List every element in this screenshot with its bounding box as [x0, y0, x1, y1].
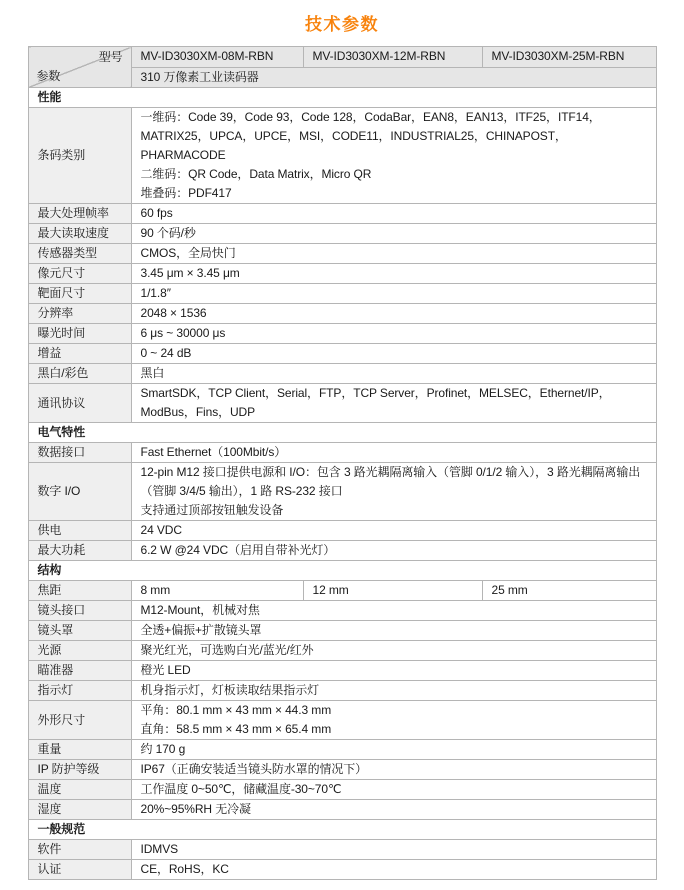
- spec-label: 认证: [28, 860, 131, 880]
- spec-label: 重量: [28, 740, 131, 760]
- spec-value: [131, 840, 656, 860]
- spec-value: [131, 521, 656, 541]
- spec-label: 指示灯: [28, 681, 131, 701]
- spec-label: IP 防护等级: [28, 760, 131, 780]
- product-family: 310 万像素工业读码器: [131, 67, 656, 88]
- spec-label: 最大处理帧率: [28, 204, 131, 224]
- spec-value: [131, 204, 656, 224]
- model-name: MV-ID3030XM-08M-RBN: [131, 47, 303, 68]
- spec-value: [131, 264, 656, 284]
- spec-value-line: 黑白: [140, 366, 165, 380]
- spec-row: [28, 304, 656, 324]
- spec-value: [131, 224, 656, 244]
- spec-value: [131, 344, 656, 364]
- spec-value: [131, 701, 656, 740]
- spec-value-line: M12-Mount，机械对焦: [140, 603, 260, 617]
- spec-value: [131, 681, 656, 701]
- spec-row: [28, 284, 656, 304]
- section-row: [28, 88, 656, 108]
- spec-row: [28, 324, 656, 344]
- spec-row: [28, 681, 656, 701]
- spec-label: 供电: [28, 521, 131, 541]
- spec-value: [131, 284, 656, 304]
- spec-row: [28, 384, 656, 423]
- spec-row: [28, 108, 656, 204]
- model-name: MV-ID3030XM-12M-RBN: [303, 47, 482, 68]
- spec-label: 条码类别: [28, 108, 131, 204]
- spec-label: 通讯协议: [28, 384, 131, 423]
- spec-label: 靶面尺寸: [28, 284, 131, 304]
- spec-row: [28, 760, 656, 780]
- spec-value: [131, 364, 656, 384]
- spec-label: 镜头罩: [28, 621, 131, 641]
- spec-value-line: 聚光红光，可选购白光/蓝光/红外: [140, 643, 314, 657]
- spec-value-line: 工作温度 0~50℃，储藏温度-30~70℃: [140, 782, 342, 796]
- spec-label: 温度: [28, 780, 131, 800]
- spec-value-line: 全透+偏振+扩散镜头罩: [140, 623, 262, 637]
- spec-value: 25 mm: [482, 581, 656, 601]
- spec-value-line: 0 ~ 24 dB: [140, 346, 192, 360]
- spec-value: [131, 641, 656, 661]
- spec-label: 镜头接口: [28, 601, 131, 621]
- section-row: [28, 820, 656, 840]
- spec-value-line: CMOS，全局快门: [140, 246, 236, 260]
- spec-table: [28, 46, 657, 880]
- section-title: 电气特性: [28, 423, 656, 443]
- spec-value-line: 直角：58.5 mm × 43 mm × 65.4 mm: [140, 722, 332, 736]
- spec-value: [131, 244, 656, 264]
- spec-value-line: 24 VDC: [140, 523, 182, 537]
- spec-row: [28, 204, 656, 224]
- spec-label: 像元尺寸: [28, 264, 131, 284]
- spec-value-line: 2048 × 1536: [140, 306, 207, 320]
- spec-label: 最大读取速度: [28, 224, 131, 244]
- spec-value-line: IDMVS: [140, 842, 179, 856]
- spec-value-line: 6.2 W @24 VDC（启用自带补光灯）: [140, 543, 336, 557]
- spec-value-line: 橙光 LED: [140, 663, 191, 677]
- spec-value-line: 二维码：QR Code，Data Matrix，Micro QR: [140, 167, 372, 181]
- spec-value-line: 支持通过顶部按钮触发设备: [140, 503, 284, 517]
- section-title: 结构: [28, 561, 656, 581]
- spec-value: [131, 740, 656, 760]
- header-row-models: [28, 47, 656, 68]
- spec-value-line: 3.45 μm × 3.45 μm: [140, 266, 240, 280]
- spec-value: [131, 760, 656, 780]
- spec-row: [28, 364, 656, 384]
- spec-value: 8 mm: [131, 581, 303, 601]
- spec-row: [28, 601, 656, 621]
- spec-label: 瞄准器: [28, 661, 131, 681]
- spec-value: 12 mm: [303, 581, 482, 601]
- spec-value: [131, 780, 656, 800]
- spec-label: 湿度: [28, 800, 131, 820]
- spec-row: [28, 800, 656, 820]
- section-title: 一般规范: [28, 820, 656, 840]
- spec-value-line: 一维码：Code 39，Code 93，Code 128，CodaBar，EAN8，EAN13，ITF25，ITF14，MATRIX25，UPCA，UPCE，MSI，CODE11，INDUSTRIAL25，CHINAPOST，PHARMACODE: [140, 110, 601, 162]
- spec-value-line: CE，RoHS，KC: [140, 862, 229, 876]
- spec-value: [131, 384, 656, 423]
- spec-value: [131, 324, 656, 344]
- section-title: 性能: [28, 88, 656, 108]
- spec-value-line: 12-pin M12 接口提供电源和 I/O：包含 3 路光耦隔离输入（管脚 0/1/2 输入），3 路光耦隔离输出（管脚 3/4/5 输出），1 路 RS-232 接口: [140, 465, 641, 498]
- spec-row: [28, 264, 656, 284]
- section-row: [28, 423, 656, 443]
- page-title: 技术参数: [305, 15, 379, 34]
- spec-label: 传感器类型: [28, 244, 131, 264]
- datasheet-page: [0, 10, 684, 880]
- section-row: [28, 561, 656, 581]
- spec-label: 光源: [28, 641, 131, 661]
- spec-label: 软件: [28, 840, 131, 860]
- spec-value-line: IP67（正确安装适当镜头防水罩的情况下）: [140, 762, 368, 776]
- spec-value: [131, 601, 656, 621]
- spec-value-line: 约 170 g: [140, 742, 186, 756]
- spec-row: [28, 740, 656, 760]
- spec-row: [28, 661, 656, 681]
- spec-value-line: SmartSDK，TCP Client，Serial，FTP，TCP Server，Profinet，MELSEC，Ethernet/IP，ModBus，Fins，UDP: [140, 386, 611, 419]
- spec-value: [131, 621, 656, 641]
- model-name: MV-ID3030XM-25M-RBN: [482, 47, 656, 68]
- spec-label: 增益: [28, 344, 131, 364]
- spec-row: [28, 244, 656, 264]
- spec-label: 分辨率: [28, 304, 131, 324]
- spec-row: [28, 641, 656, 661]
- spec-row: [28, 701, 656, 740]
- spec-row: [28, 541, 656, 561]
- spec-label: 最大功耗: [28, 541, 131, 561]
- spec-value-line: 90 个码/秒: [140, 226, 196, 240]
- spec-row: [28, 581, 656, 601]
- spec-value-line: 堆叠码：PDF417: [140, 186, 232, 200]
- spec-row: [28, 521, 656, 541]
- spec-label: 数据接口: [28, 443, 131, 463]
- spec-value-line: 20%~95%RH 无冷凝: [140, 802, 251, 816]
- spec-table-body: [28, 47, 656, 880]
- spec-value: [131, 463, 656, 521]
- spec-label: 曝光时间: [28, 324, 131, 344]
- corner-label-model: 型号: [98, 50, 123, 64]
- spec-value: [131, 541, 656, 561]
- spec-value: [131, 108, 656, 204]
- spec-row: [28, 224, 656, 244]
- corner-label-param: 参数: [36, 69, 61, 83]
- spec-row: [28, 621, 656, 641]
- spec-value: [131, 304, 656, 324]
- spec-value-line: 1/1.8″: [140, 286, 171, 300]
- spec-value-line: Fast Ethernet（100Mbit/s）: [140, 445, 287, 459]
- spec-value-line: 6 μs ~ 30000 μs: [140, 326, 226, 340]
- spec-value: [131, 860, 656, 880]
- spec-row: [28, 780, 656, 800]
- spec-label: 黑白/彩色: [28, 364, 131, 384]
- spec-row: [28, 344, 656, 364]
- spec-row: [28, 463, 656, 521]
- spec-value: [131, 661, 656, 681]
- spec-row: [28, 840, 656, 860]
- spec-row: [28, 860, 656, 880]
- spec-value-line: 平角：80.1 mm × 43 mm × 44.3 mm: [140, 703, 332, 717]
- spec-value-line: 60 fps: [140, 206, 173, 220]
- spec-value-line: 机身指示灯，灯板读取结果指示灯: [140, 683, 320, 697]
- spec-label: 数字 I/O: [28, 463, 131, 521]
- corner-cell: [28, 47, 131, 88]
- spec-label: 外形尺寸: [28, 701, 131, 740]
- spec-value: [131, 800, 656, 820]
- spec-value: [131, 443, 656, 463]
- spec-row: [28, 443, 656, 463]
- spec-label: 焦距: [28, 581, 131, 601]
